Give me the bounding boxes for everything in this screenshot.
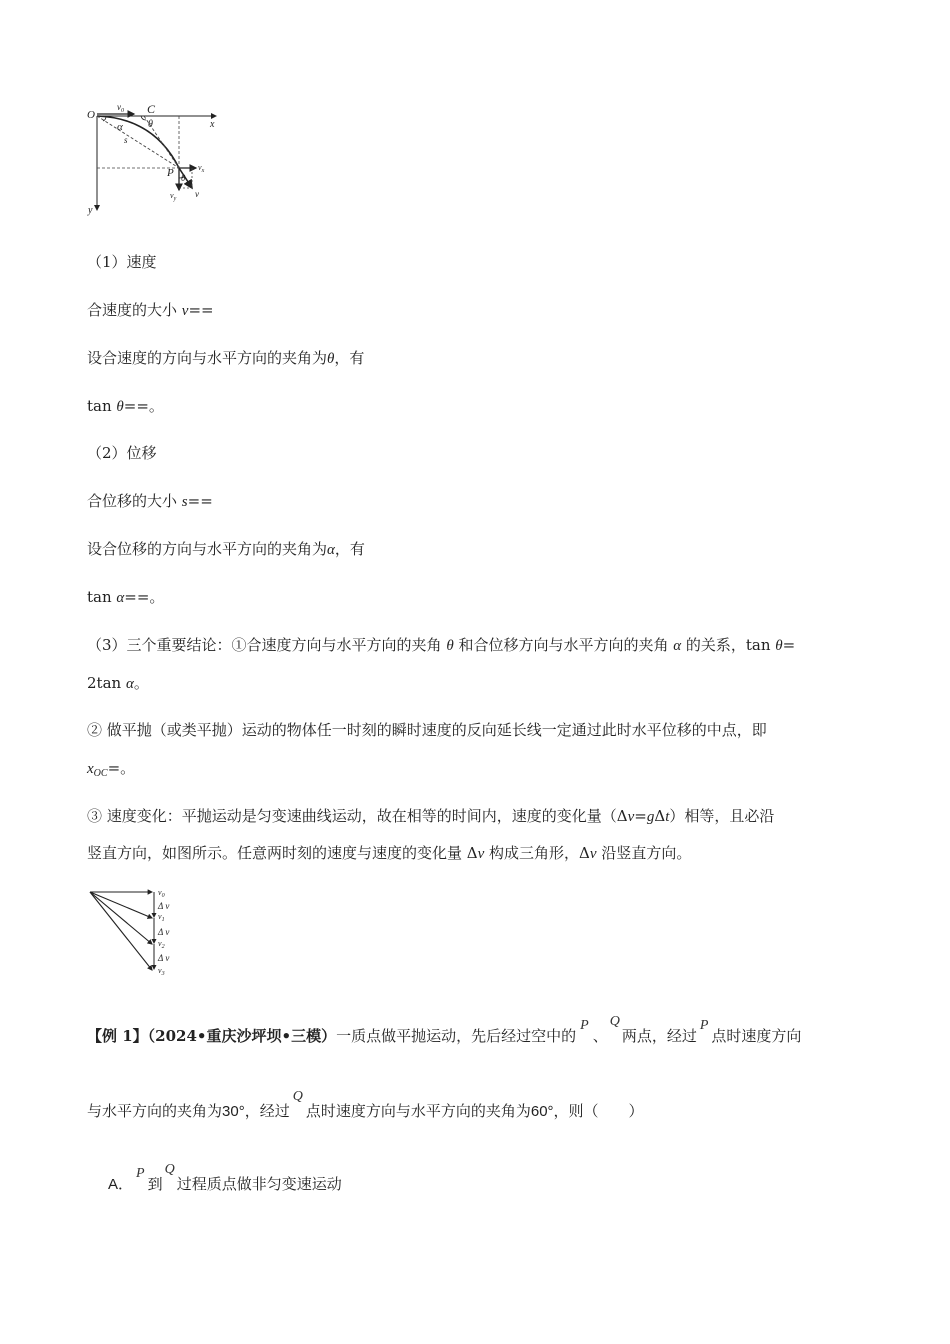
label-y: y xyxy=(88,205,93,216)
label-vx: $v_x$ xyxy=(198,163,205,174)
displacement-magnitude: 合位移的大小 s== xyxy=(87,492,213,510)
conclusion-3-cont: 竖直方向，如图所示。任意两时刻的速度与速度的变化量 Δv 构成三角形，Δv 沿竖直方向。 xyxy=(87,844,692,862)
label-x: x xyxy=(210,119,215,130)
example-1-line-2: 与水平方向的夹角为30°，经过Q点时速度方向与水平方向的夹角为60°，则（ ） xyxy=(87,1089,644,1120)
label-v: v xyxy=(195,189,199,199)
example-tag: 【例 1】 xyxy=(87,1027,148,1045)
example-1-line-1: 【例 1】（2024•重庆沙坪坝•三模）一质点做平抛运动，先后经过空中的P、Q两点，经过P点时速度方向 xyxy=(87,1014,802,1045)
conclusion-3: ③ 速度变化：平抛运动是匀变速曲线运动，故在相等的时间内，速度的变化量（Δv=gΔt）相等，且必沿 xyxy=(87,807,775,825)
tan-theta: tan θ==。 xyxy=(87,397,164,415)
label-dv-3: Δ v xyxy=(158,953,170,963)
label-v0: $v_0$ xyxy=(117,102,124,114)
label-theta2: θ xyxy=(181,173,186,183)
label-v3: $v_3$ xyxy=(158,966,165,977)
conclusion-2: ② 做平抛（或类平抛）运动的物体任一时刻的瞬时速度的反向延长线一定通过此时水平位移的中点，即 xyxy=(87,721,767,739)
label-C: C xyxy=(147,102,156,116)
label-v0: $v_0$ xyxy=(158,888,165,899)
label-dv-2: Δ v xyxy=(158,927,170,937)
conclusion-2-cont: $x_{OC}=$。 xyxy=(87,759,136,779)
conclusion-1: （3）三个重要结论：①合速度方向与水平方向的夹角 θ 和合位移方向与水平方向的夹角 α 的关系，tan θ= xyxy=(87,636,796,654)
displacement-direction: 设合位移的方向与水平方向的夹角为α，有 xyxy=(87,540,365,558)
section-1-title: （1）速度 xyxy=(87,253,157,271)
displacement-line xyxy=(97,116,179,168)
label-alpha: α xyxy=(117,121,123,133)
label-v2: $v_2$ xyxy=(158,939,165,950)
label-dv-1: Δ v xyxy=(158,901,170,911)
tan-alpha: tan α==。 xyxy=(87,588,165,606)
label-P: P xyxy=(167,167,174,179)
projectile-diagram xyxy=(84,98,234,218)
velocity-magnitude: 合速度的大小 v== xyxy=(87,301,214,319)
section-2-title: （2）位移 xyxy=(87,444,157,462)
example-source: （2024•重庆沙坪坝•三模） xyxy=(147,1027,337,1045)
label-v1: $v_1$ xyxy=(158,912,165,923)
option-a[interactable]: A．P到Q过程质点做非匀变速运动 xyxy=(108,1162,342,1193)
label-s: s xyxy=(124,135,128,145)
velocity-change-diagram xyxy=(86,884,186,984)
v3-vector xyxy=(90,892,152,970)
conclusion-1-cont: 2tan α。 xyxy=(87,674,149,692)
v2-vector xyxy=(90,892,152,944)
velocity-direction: 设合速度的方向与水平方向的夹角为θ，有 xyxy=(87,349,365,367)
label-theta: θ xyxy=(148,119,153,130)
label-vy: $v_y$ xyxy=(170,191,177,202)
v1-vector xyxy=(90,892,152,918)
label-O: O xyxy=(87,109,95,121)
